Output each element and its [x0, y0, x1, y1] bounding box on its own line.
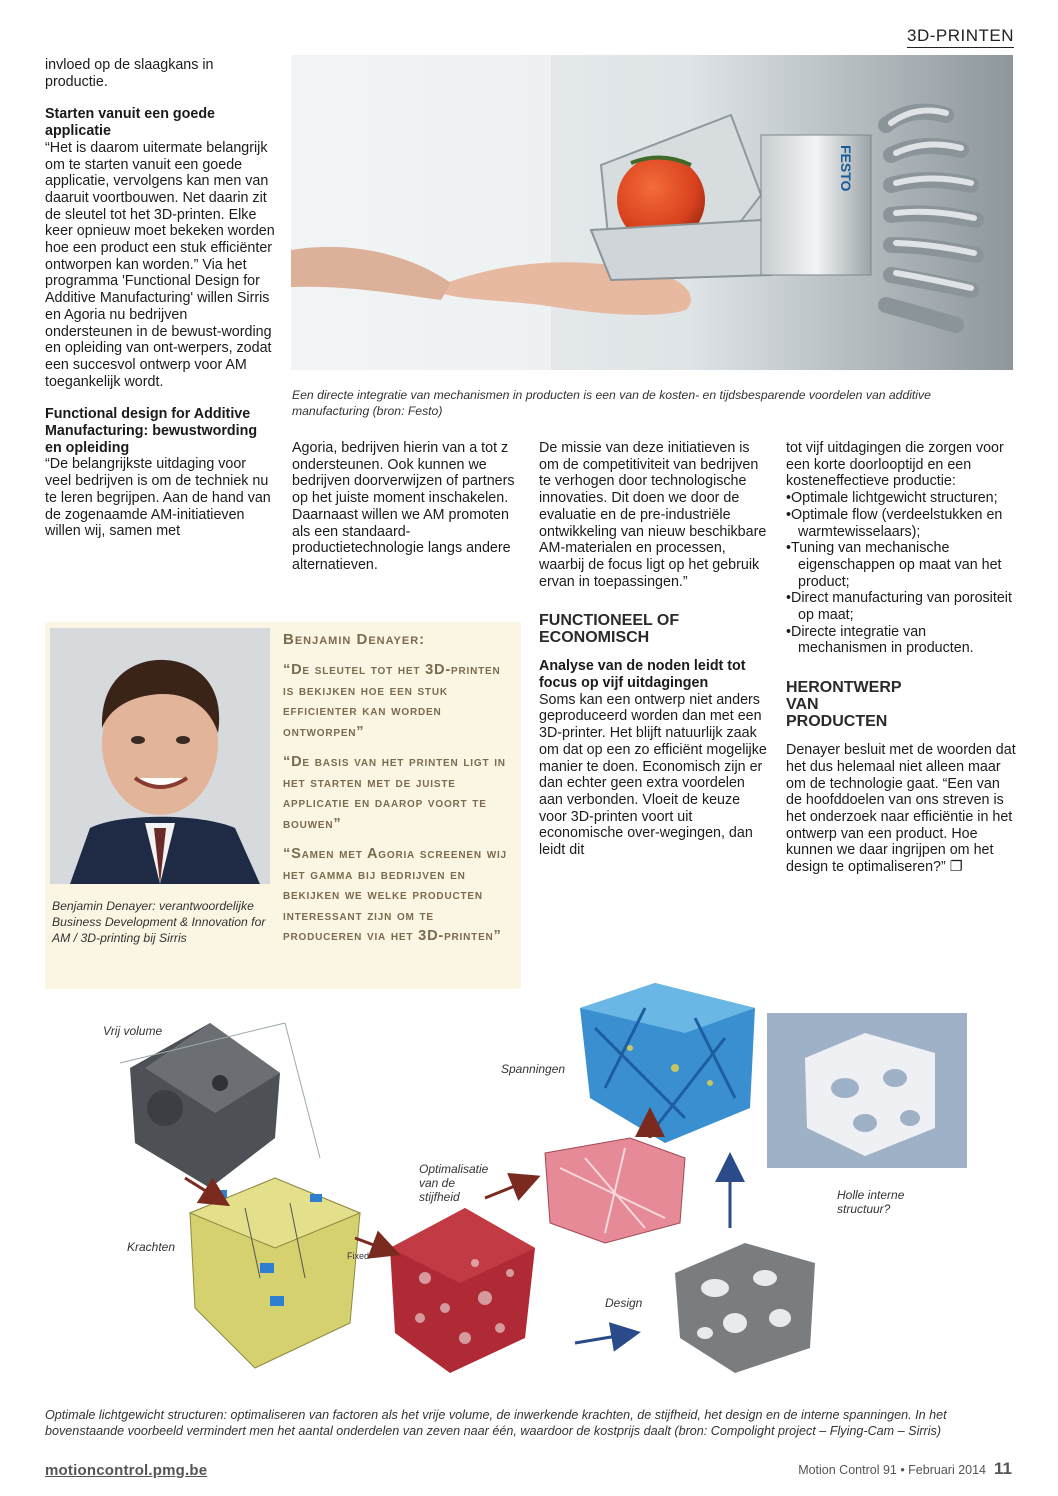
article-column-1	[45, 57, 275, 540]
portrait-illustration	[50, 628, 270, 884]
festo-logo: FESTO	[838, 145, 854, 192]
bullet-item: •Direct manufacturing van porositeit op maat;	[786, 590, 1012, 624]
bullet-item: •Optimale flow (verdeelstukken en warmtewisselaars);	[786, 506, 1003, 540]
body-text: Denayer besluit met de woorden dat het dus helemaal niet alleen maar om de technologie gaat. “Een van de hoofddoelen van ons streven is het onderzoek naar efficiëntie in het ontwerp van een product. Hoe kunnen we daar ingrijpen om het design te optimaliseren?” ❐	[786, 742, 1016, 876]
label-krachten: Krachten	[127, 1240, 176, 1254]
optimisation-diagram	[45, 978, 1013, 1398]
bullet-item: •Tuning van mechanische eigenschappen op maat van het product;	[786, 540, 1002, 590]
label-spanningen: Spanningen	[501, 1062, 566, 1076]
article-column-4	[786, 440, 1016, 876]
hollow-structure-photo	[767, 1013, 967, 1168]
portrait-photo	[50, 628, 270, 884]
portrait-caption: Benjamin Denayer: verantwoordelijke Business Development & Innovation for AM / 3D-printing bij Sirris	[52, 899, 266, 945]
stiffness-optimisation-model	[390, 1208, 535, 1373]
quote-speaker: Benjamin Denayer:	[283, 631, 426, 648]
section-heading-herontwerp: HERONTWERP VAN PRODUCTEN	[786, 679, 902, 731]
label-vrij-volume: Vrij volume	[103, 1024, 163, 1038]
section-label: 3D-PRINTEN	[907, 26, 1014, 48]
article-column-2	[292, 440, 522, 574]
footer-issue: Motion Control 91 • Februari 2014	[798, 1463, 986, 1477]
forces-model	[190, 1178, 360, 1368]
bullet-item: •Directe integratie van mechanismen in producten.	[786, 623, 974, 657]
bullet-item: •Optimale lichtgewicht structuren;	[786, 490, 998, 507]
pull-quote: “De sleutel tot het 3D-printen is bekijken hoe een stuk efficienter kan worden ontworpen”	[283, 662, 501, 740]
subhead-starten: Starten vanuit een goede applicatie	[45, 106, 216, 140]
design-pink-model	[545, 1138, 685, 1243]
pull-quote: “De basis van het printen ligt in het starten met de juiste applicatie en daarop voort te bouwen”	[283, 754, 506, 832]
subhead-functional-design: Functional design for Additive Manufacturing: bewustwording en opleiding	[45, 406, 258, 456]
label-holle-structuur: Holle interne structuur?	[837, 1188, 905, 1216]
flow-arrow	[575, 1333, 635, 1343]
footer-website-link[interactable]: motioncontrol.pmg.be	[45, 1462, 208, 1479]
body-text: Agoria, bedrijven hierin van a tot z ondersteunen. Ook kunnen we bedrijven doorverwijzen of partners op het juiste moment inschakelen. Daarnaast willen we AM promoten als een standaard-productietechnologie langs andere alternatieven.	[292, 440, 515, 573]
section-heading-functioneel: FUNCTIONEEL OF ECONOMISCH	[539, 612, 680, 647]
body-text: De missie van deze initiatieven is om de competitiviteit van bedrijven te verhogen door technologische innovaties. Dit doen we door de evaluatie en de pre-industriële ontwikkeling van nieuw beschikbare AM-materialen en processen, waarbij de focus ligt op het gebruik ervan in toepassingen.”	[539, 440, 767, 590]
end-of-article-icon: ❐	[949, 859, 963, 876]
subhead-analyse: Analyse van de noden leidt tot focus op vijf uitdagingen	[539, 658, 746, 692]
gripper-photo	[291, 55, 1013, 370]
design-grey-model	[675, 1243, 815, 1373]
body-text: “Het is daarom uitermate belangrijk om te starten vanuit een goede applicatie, vervolgens kan men van daaruit voortbouwen. Net daarin zit de sleutel tot het 3D-printen. Elke keer opnieuw moet bekeken worden hoe een product een stuk efficiënter ontworpen kan worden.” Via het programma 'Functional Design for Additive Manufacturing' willen Sirris en Agoria nu bedrijven ondersteunen in de bewust-wording en opleiding van ont-werpers, zodat een succesvol ontwerp voor AM toegankelijk wordt.	[45, 139, 275, 390]
photo-caption: Een directe integratie van mechanismen in producten is een van de kosten- en tijdsbesparende voordelen van additive manufacturing (bron: Festo)	[292, 388, 931, 418]
body-text: “De belangrijkste uitdaging voor veel bedrijven is om de techniek nu te leren begrijpen. Aan de hand van de zogenaamde AM-initiatieven willen wij, samen met	[45, 456, 271, 540]
page-number: 11	[994, 1459, 1012, 1478]
free-volume-model	[120, 1023, 320, 1188]
article-column-3	[539, 440, 769, 859]
stress-analysis-model	[580, 983, 755, 1143]
body-text: Soms kan een ontwerp niet anders geproduceerd worden dan met een 3D-printer. Het blijft natuurlijk zaak om dat op een zo efficiënt mogelijke manier te doen. Economisch zijn er dan echter geen extra voordelen aan verbonden. Vloeit de keuze voor 3D-printen voort uit economische over-wegingen, dan leidt dit	[539, 691, 767, 859]
pull-quote: “Samen met Agoria screenen wij het gamma bij bedrijven en bekijken we welke producten interessant zijn om te produceren via het 3D-printen”	[283, 846, 507, 944]
intro-text: invloed op de slaagkans in productie.	[45, 57, 214, 90]
body-text: tot vijf uitdagingen die zorgen voor een korte doorlooptijd en een kosteneffectieve productie:	[786, 440, 1004, 490]
quote-column	[283, 630, 515, 947]
gripper-illustration	[291, 55, 1013, 370]
label-optimalisatie: Optimalisatie van de stijfheid	[419, 1162, 489, 1204]
label-fixed: Fixed	[347, 1251, 370, 1261]
label-design: Design	[605, 1296, 643, 1310]
diagram-caption: Optimale lichtgewicht structuren: optimaliseren van factoren als het vrije volume, de inwerkende krachten, de stijfheid, het design en de interne spanningen. In het bovenstaande voorbeeld vermindert men het aantal onderdelen van zeven naar één, waardoor de kostprijs daalt (bron: Compolight project – Flying-Cam – Sirris)	[45, 1408, 947, 1438]
